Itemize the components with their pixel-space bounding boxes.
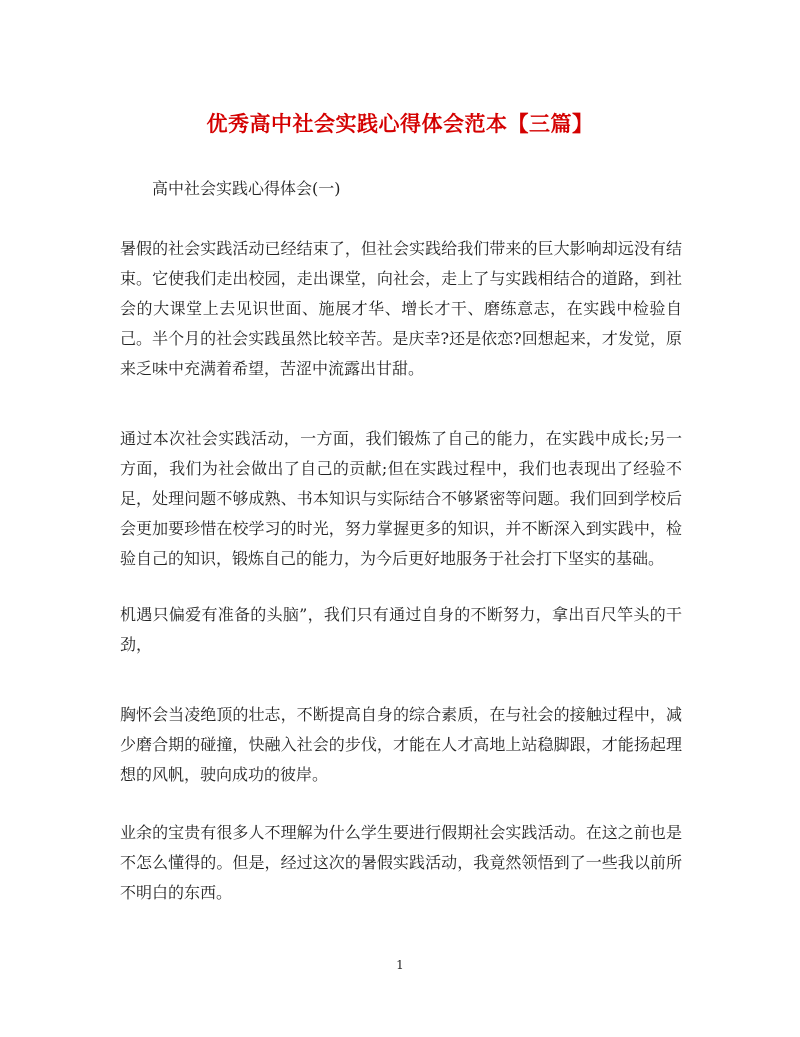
section-heading: 高中社会实践心得体会(一): [152, 179, 341, 198]
paragraph-2: 通过本次社会实践活动，一方面，我们锻炼了自己的能力，在实践中成长;另一方面，我们为社会做出了自己的贡献;但在实践过程中，我们也表现出了经验不足，处理问题不够成熟、书本知识与实际结合不够紧密等问题。我们回到学校后会更加要珍惜在校学习的时光，努力掌握更多的知识，并不断深入到实践中，检验自己的知识，锻炼自己的能力，为今后更好地服务于社会打下坚实的基础。: [120, 429, 682, 568]
document-title: 优秀高中社会实践心得体会范本【三篇】: [206, 111, 594, 136]
paragraph-4: 胸怀会当凌绝顶的壮志，不断提高自身的综合素质，在与社会的接触过程中，减少磨合期的碰撞，快融入社会的步伐，才能在人才高地上站稳脚跟，才能扬起理想的风帆，驶向成功的彼岸。: [120, 705, 682, 784]
page-number: 1: [396, 958, 404, 972]
paragraph-1: 暑假的社会实践活动已经结束了，但社会实践给我们带来的巨大影响却远没有结束。它使我们走出校园，走出课堂，向社会，走上了与实践相结合的道路，到社会的大课堂上去见识世面、施展才华、增长才干、磨练意志，在实践中检验自己。半个月的社会实践虽然比较辛苦。是庆幸?还是依恋?回想起来，才发觉，原来乏味中充满着希望，苦涩中流露出甘甜。: [120, 239, 682, 378]
paragraph-3: 机遇只偏爱有准备的头脑”，我们只有通过自身的不断努力，拿出百尺竿头的干劲，: [120, 605, 682, 654]
paragraph-5: 业余的宝贵有很多人不理解为什么学生要进行假期社会实践活动。在这之前也是不怎么懂得的。但是，经过这次的暑假实践活动，我竟然领悟到了一些我以前所不明白的东西。: [120, 823, 682, 902]
